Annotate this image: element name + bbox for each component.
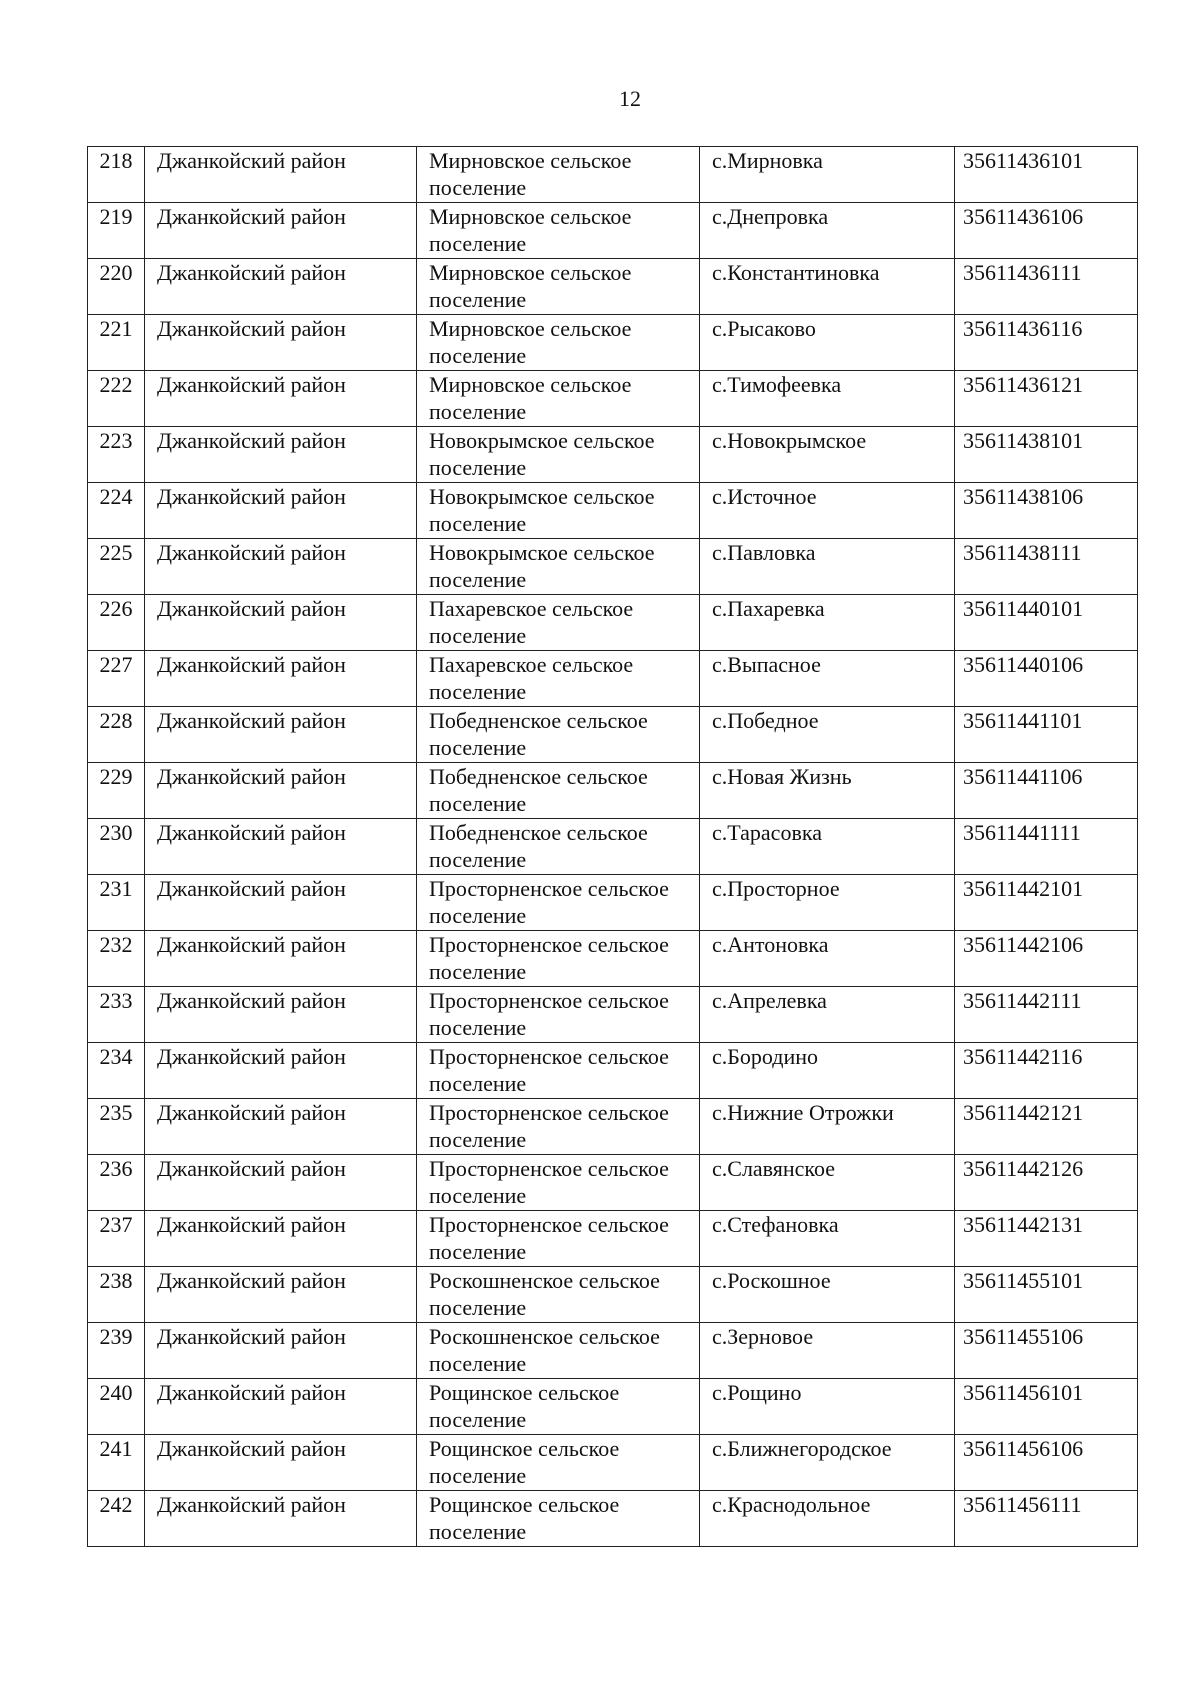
village-cell-text: с.Днепровка bbox=[712, 204, 829, 229]
table-row bbox=[88, 1043, 1138, 1099]
row-number-cell bbox=[88, 1155, 145, 1211]
settlement-cell-text: Мирновское сельское поселение bbox=[429, 204, 632, 256]
row-number-cell bbox=[88, 1043, 145, 1099]
village-cell bbox=[700, 1323, 955, 1379]
row-number-cell bbox=[88, 1267, 145, 1323]
code-cell-text: 35611442101 bbox=[963, 876, 1084, 901]
district-cell bbox=[145, 371, 417, 427]
settlement-cell-text: Просторненское сельское поселение bbox=[429, 876, 669, 928]
village-cell-text: с.Рысаково bbox=[712, 316, 816, 341]
code-cell bbox=[955, 763, 1138, 819]
district-cell bbox=[145, 259, 417, 315]
table-row bbox=[88, 987, 1138, 1043]
district-cell-text: Джанкойский район bbox=[157, 204, 346, 229]
village-cell-text: с.Стефановка bbox=[712, 1212, 839, 1237]
settlement-cell-text: Победненское сельское поселение bbox=[429, 820, 648, 872]
settlement-cell-text: Просторненское сельское поселение bbox=[429, 1156, 669, 1208]
code-cell bbox=[955, 427, 1138, 483]
code-cell-text: 35611438101 bbox=[963, 428, 1084, 453]
row-number-cell bbox=[88, 427, 145, 483]
row-number-cell-text: 222 bbox=[99, 372, 133, 397]
row-number-cell bbox=[88, 931, 145, 987]
table-row bbox=[88, 931, 1138, 987]
settlement-cell-text: Пахаревское сельское поселение bbox=[429, 652, 634, 704]
district-cell bbox=[145, 1155, 417, 1211]
district-cell-text: Джанкойский район bbox=[157, 708, 346, 733]
table-row bbox=[88, 1099, 1138, 1155]
table-row bbox=[88, 427, 1138, 483]
code-cell bbox=[955, 1379, 1138, 1435]
district-cell bbox=[145, 1043, 417, 1099]
row-number-cell-text: 225 bbox=[99, 540, 133, 565]
row-number-cell-text: 235 bbox=[99, 1100, 133, 1125]
district-cell-text: Джанкойский район bbox=[157, 1436, 346, 1461]
village-cell bbox=[700, 1099, 955, 1155]
row-number-cell-text: 237 bbox=[99, 1212, 133, 1237]
settlement-cell bbox=[417, 707, 700, 763]
table-row bbox=[88, 1323, 1138, 1379]
table-row bbox=[88, 203, 1138, 259]
district-cell bbox=[145, 707, 417, 763]
settlement-cell-text: Роскошненское сельское поселение bbox=[429, 1324, 660, 1376]
district-cell-text: Джанкойский район bbox=[157, 148, 346, 173]
code-cell bbox=[955, 371, 1138, 427]
row-number-cell-text: 241 bbox=[99, 1436, 133, 1461]
settlement-cell-text: Мирновское сельское поселение bbox=[429, 148, 632, 200]
row-number-cell-text: 234 bbox=[99, 1044, 133, 1069]
settlement-cell bbox=[417, 1323, 700, 1379]
code-cell-text: 35611442121 bbox=[963, 1100, 1084, 1125]
row-number-cell-text: 230 bbox=[99, 820, 133, 845]
row-number-cell bbox=[88, 987, 145, 1043]
table-row bbox=[88, 259, 1138, 315]
row-number-cell-text: 236 bbox=[99, 1156, 133, 1181]
row-number-cell bbox=[88, 1435, 145, 1491]
row-number-cell-text: 227 bbox=[99, 652, 133, 677]
settlement-cell-text: Мирновское сельское поселение bbox=[429, 372, 632, 424]
settlement-cell-text: Рощинское сельское поселение bbox=[429, 1436, 620, 1488]
district-cell-text: Джанкойский район bbox=[157, 1492, 346, 1517]
settlement-cell bbox=[417, 539, 700, 595]
district-cell-text: Джанкойский район bbox=[157, 1268, 346, 1293]
settlement-cell-text: Просторненское сельское поселение bbox=[429, 932, 669, 984]
row-number-cell bbox=[88, 875, 145, 931]
district-cell-text: Джанкойский район bbox=[157, 652, 346, 677]
row-number-cell-text: 231 bbox=[99, 876, 133, 901]
table-row bbox=[88, 875, 1138, 931]
district-cell-text: Джанкойский район bbox=[157, 876, 346, 901]
code-cell-text: 35611456101 bbox=[963, 1380, 1084, 1405]
code-cell-text: 35611442111 bbox=[963, 988, 1082, 1013]
row-number-cell bbox=[88, 1379, 145, 1435]
table-row bbox=[88, 147, 1138, 203]
district-cell-text: Джанкойский район bbox=[157, 1212, 346, 1237]
code-cell bbox=[955, 707, 1138, 763]
settlement-cell-text: Новокрымское сельское поселение bbox=[429, 428, 655, 480]
settlement-cell-text: Роскошненское сельское поселение bbox=[429, 1268, 660, 1320]
village-cell bbox=[700, 931, 955, 987]
code-cell-text: 35611436116 bbox=[963, 316, 1083, 341]
village-cell-text: с.Мирновка bbox=[712, 148, 823, 173]
row-number-cell-text: 238 bbox=[99, 1268, 133, 1293]
settlement-cell bbox=[417, 483, 700, 539]
settlement-cell bbox=[417, 987, 700, 1043]
district-cell-text: Джанкойский район bbox=[157, 428, 346, 453]
code-cell-text: 35611456111 bbox=[963, 1492, 1082, 1517]
code-cell bbox=[955, 875, 1138, 931]
settlement-cell bbox=[417, 763, 700, 819]
district-cell bbox=[145, 1379, 417, 1435]
district-cell-text: Джанкойский район bbox=[157, 932, 346, 957]
village-cell-text: с.Бородино bbox=[712, 1044, 819, 1069]
village-cell-text: с.Константиновка bbox=[712, 260, 880, 285]
district-cell bbox=[145, 763, 417, 819]
village-cell bbox=[700, 315, 955, 371]
row-number-cell-text: 226 bbox=[99, 596, 133, 621]
settlement-cell bbox=[417, 875, 700, 931]
settlement-cell-text: Просторненское сельское поселение bbox=[429, 988, 669, 1040]
district-cell bbox=[145, 987, 417, 1043]
code-cell bbox=[955, 651, 1138, 707]
settlement-cell-text: Просторненское сельское поселение bbox=[429, 1044, 669, 1096]
row-number-cell bbox=[88, 651, 145, 707]
settlement-cell bbox=[417, 819, 700, 875]
district-cell-text: Джанкойский район bbox=[157, 540, 346, 565]
district-cell-text: Джанкойский район bbox=[157, 1324, 346, 1349]
table-row bbox=[88, 371, 1138, 427]
settlement-cell-text: Мирновское сельское поселение bbox=[429, 260, 632, 312]
table-row bbox=[88, 651, 1138, 707]
code-cell-text: 35611438106 bbox=[963, 484, 1084, 509]
code-cell-text: 35611441101 bbox=[963, 708, 1083, 733]
row-number-cell bbox=[88, 819, 145, 875]
village-cell bbox=[700, 987, 955, 1043]
village-cell bbox=[700, 875, 955, 931]
village-cell bbox=[700, 203, 955, 259]
row-number-cell bbox=[88, 763, 145, 819]
district-cell-text: Джанкойский район bbox=[157, 1044, 346, 1069]
settlement-cell-text: Мирновское сельское поселение bbox=[429, 316, 632, 368]
settlement-cell-text: Новокрымское сельское поселение bbox=[429, 484, 655, 536]
settlement-cell-text: Пахаревское сельское поселение bbox=[429, 596, 634, 648]
table-row bbox=[88, 819, 1138, 875]
code-cell bbox=[955, 931, 1138, 987]
row-number-cell-text: 232 bbox=[99, 932, 133, 957]
village-cell-text: с.Пахаревка bbox=[712, 596, 825, 621]
code-cell bbox=[955, 1323, 1138, 1379]
row-number-cell-text: 229 bbox=[99, 764, 133, 789]
district-cell bbox=[145, 1211, 417, 1267]
village-cell bbox=[700, 147, 955, 203]
village-cell bbox=[700, 1267, 955, 1323]
settlement-cell bbox=[417, 931, 700, 987]
code-cell bbox=[955, 1267, 1138, 1323]
district-cell bbox=[145, 1267, 417, 1323]
code-cell-text: 35611438111 bbox=[963, 540, 1082, 565]
district-cell bbox=[145, 1323, 417, 1379]
village-cell-text: с.Просторное bbox=[712, 876, 840, 901]
village-cell-text: с.Источное bbox=[712, 484, 817, 509]
row-number-cell-text: 221 bbox=[99, 316, 133, 341]
village-cell-text: с.Нижние Отрожки bbox=[712, 1100, 894, 1125]
code-cell bbox=[955, 1435, 1138, 1491]
row-number-cell-text: 228 bbox=[99, 708, 133, 733]
village-cell-text: с.Зерновое bbox=[712, 1324, 814, 1349]
row-number-cell bbox=[88, 595, 145, 651]
code-cell-text: 35611442126 bbox=[963, 1156, 1084, 1181]
district-cell bbox=[145, 147, 417, 203]
settlement-cell bbox=[417, 1435, 700, 1491]
row-number-cell bbox=[88, 1211, 145, 1267]
village-cell-text: с.Новая Жизнь bbox=[712, 764, 852, 789]
settlements-table bbox=[87, 146, 1138, 1547]
village-cell-text: с.Победное bbox=[712, 708, 819, 733]
district-cell-text: Джанкойский район bbox=[157, 1380, 346, 1405]
code-cell-text: 35611455101 bbox=[963, 1268, 1084, 1293]
settlement-cell bbox=[417, 1491, 700, 1547]
row-number-cell bbox=[88, 259, 145, 315]
code-cell-text: 35611436121 bbox=[963, 372, 1084, 397]
village-cell bbox=[700, 1043, 955, 1099]
code-cell-text: 35611442131 bbox=[963, 1212, 1084, 1237]
row-number-cell bbox=[88, 539, 145, 595]
table-row bbox=[88, 1379, 1138, 1435]
village-cell bbox=[700, 1379, 955, 1435]
village-cell bbox=[700, 483, 955, 539]
district-cell-text: Джанкойский район bbox=[157, 260, 346, 285]
table-row bbox=[88, 315, 1138, 371]
district-cell bbox=[145, 875, 417, 931]
row-number-cell-text: 233 bbox=[99, 988, 133, 1013]
code-cell-text: 35611441111 bbox=[963, 820, 1081, 845]
district-cell bbox=[145, 315, 417, 371]
row-number-cell-text: 223 bbox=[99, 428, 133, 453]
code-cell bbox=[955, 1155, 1138, 1211]
settlement-cell bbox=[417, 1211, 700, 1267]
district-cell bbox=[145, 651, 417, 707]
code-cell bbox=[955, 819, 1138, 875]
code-cell bbox=[955, 987, 1138, 1043]
settlement-cell-text: Рощинское сельское поселение bbox=[429, 1492, 620, 1544]
village-cell-text: с.Тимофеевка bbox=[712, 372, 842, 397]
settlement-cell-text: Просторненское сельское поселение bbox=[429, 1212, 669, 1264]
table-row bbox=[88, 763, 1138, 819]
village-cell-text: с.Роскошное bbox=[712, 1268, 831, 1293]
settlement-cell bbox=[417, 1043, 700, 1099]
settlement-cell bbox=[417, 315, 700, 371]
village-cell bbox=[700, 707, 955, 763]
row-number-cell-text: 219 bbox=[99, 204, 133, 229]
row-number-cell bbox=[88, 203, 145, 259]
district-cell bbox=[145, 931, 417, 987]
village-cell bbox=[700, 1435, 955, 1491]
code-cell-text: 35611436101 bbox=[963, 148, 1084, 173]
district-cell-text: Джанкойский район bbox=[157, 820, 346, 845]
village-cell-text: с.Выпасное bbox=[712, 652, 821, 677]
code-cell-text: 35611442116 bbox=[963, 1044, 1083, 1069]
table-row bbox=[88, 539, 1138, 595]
village-cell bbox=[700, 1491, 955, 1547]
row-number-cell bbox=[88, 707, 145, 763]
settlement-cell bbox=[417, 651, 700, 707]
district-cell-text: Джанкойский район bbox=[157, 1156, 346, 1181]
village-cell-text: с.Павловка bbox=[712, 540, 816, 565]
table-row bbox=[88, 1211, 1138, 1267]
code-cell bbox=[955, 1099, 1138, 1155]
village-cell-text: с.Новокрымское bbox=[712, 428, 867, 453]
row-number-cell bbox=[88, 1099, 145, 1155]
district-cell bbox=[145, 1491, 417, 1547]
village-cell-text: с.Славянское bbox=[712, 1156, 836, 1181]
district-cell-text: Джанкойский район bbox=[157, 988, 346, 1013]
district-cell bbox=[145, 819, 417, 875]
table-row bbox=[88, 1155, 1138, 1211]
settlement-cell-text: Новокрымское сельское поселение bbox=[429, 540, 655, 592]
settlement-cell bbox=[417, 427, 700, 483]
code-cell-text: 35611440101 bbox=[963, 596, 1084, 621]
code-cell-text: 35611442106 bbox=[963, 932, 1084, 957]
district-cell-text: Джанкойский район bbox=[157, 764, 346, 789]
code-cell-text: 35611456106 bbox=[963, 1436, 1084, 1461]
village-cell-text: с.Краснодольное bbox=[712, 1492, 871, 1517]
village-cell bbox=[700, 1211, 955, 1267]
settlement-cell bbox=[417, 147, 700, 203]
village-cell bbox=[700, 259, 955, 315]
village-cell-text: с.Апрелевка bbox=[712, 988, 827, 1013]
code-cell bbox=[955, 1211, 1138, 1267]
village-cell bbox=[700, 763, 955, 819]
district-cell-text: Джанкойский район bbox=[157, 1100, 346, 1125]
district-cell bbox=[145, 483, 417, 539]
code-cell-text: 35611436106 bbox=[963, 204, 1084, 229]
code-cell bbox=[955, 539, 1138, 595]
settlement-cell bbox=[417, 1267, 700, 1323]
code-cell bbox=[955, 147, 1138, 203]
district-cell bbox=[145, 427, 417, 483]
settlement-cell-text: Рощинское сельское поселение bbox=[429, 1380, 620, 1432]
page-number: 12 bbox=[619, 86, 641, 111]
village-cell bbox=[700, 595, 955, 651]
district-cell-text: Джанкойский район bbox=[157, 484, 346, 509]
village-cell-text: с.Ближнегородское bbox=[712, 1436, 892, 1461]
row-number-cell bbox=[88, 315, 145, 371]
village-cell bbox=[700, 1155, 955, 1211]
district-cell bbox=[145, 1099, 417, 1155]
code-cell-text: 35611440106 bbox=[963, 652, 1084, 677]
district-cell bbox=[145, 595, 417, 651]
table-row bbox=[88, 595, 1138, 651]
code-cell bbox=[955, 1043, 1138, 1099]
row-number-cell-text: 218 bbox=[99, 148, 133, 173]
row-number-cell-text: 220 bbox=[99, 260, 133, 285]
village-cell bbox=[700, 651, 955, 707]
district-cell-text: Джанкойский район bbox=[157, 372, 346, 397]
row-number-cell bbox=[88, 1491, 145, 1547]
row-number-cell-text: 239 bbox=[99, 1324, 133, 1349]
code-cell bbox=[955, 595, 1138, 651]
table-body bbox=[88, 147, 1138, 1547]
code-cell-text: 35611455106 bbox=[963, 1324, 1084, 1349]
row-number-cell-text: 224 bbox=[99, 484, 133, 509]
district-cell bbox=[145, 1435, 417, 1491]
row-number-cell-text: 242 bbox=[99, 1492, 133, 1517]
village-cell-text: с.Тарасовка bbox=[712, 820, 822, 845]
village-cell bbox=[700, 539, 955, 595]
village-cell bbox=[700, 427, 955, 483]
row-number-cell bbox=[88, 1323, 145, 1379]
settlement-cell-text: Победненское сельское поселение bbox=[429, 764, 648, 816]
code-cell bbox=[955, 483, 1138, 539]
district-cell-text: Джанкойский район bbox=[157, 316, 346, 341]
village-cell bbox=[700, 819, 955, 875]
table-row bbox=[88, 1267, 1138, 1323]
settlement-cell-text: Победненское сельское поселение bbox=[429, 708, 648, 760]
code-cell-text: 35611441106 bbox=[963, 764, 1083, 789]
district-cell bbox=[145, 539, 417, 595]
district-cell bbox=[145, 203, 417, 259]
settlement-cell bbox=[417, 203, 700, 259]
settlement-cell bbox=[417, 259, 700, 315]
village-cell-text: с.Антоновка bbox=[712, 932, 829, 957]
village-cell-text: с.Рощино bbox=[712, 1380, 802, 1405]
settlement-cell bbox=[417, 1155, 700, 1211]
village-cell bbox=[700, 371, 955, 427]
row-number-cell-text: 240 bbox=[99, 1380, 133, 1405]
table-row bbox=[88, 1435, 1138, 1491]
table-row bbox=[88, 483, 1138, 539]
code-cell-text: 35611436111 bbox=[963, 260, 1082, 285]
table-row bbox=[88, 707, 1138, 763]
table-row bbox=[88, 1491, 1138, 1547]
settlement-cell-text: Просторненское сельское поселение bbox=[429, 1100, 669, 1152]
district-cell-text: Джанкойский район bbox=[157, 596, 346, 621]
code-cell bbox=[955, 203, 1138, 259]
row-number-cell bbox=[88, 371, 145, 427]
settlement-cell bbox=[417, 595, 700, 651]
code-cell bbox=[955, 1491, 1138, 1547]
row-number-cell bbox=[88, 147, 145, 203]
settlement-cell bbox=[417, 371, 700, 427]
code-cell bbox=[955, 259, 1138, 315]
row-number-cell bbox=[88, 483, 145, 539]
settlement-cell bbox=[417, 1099, 700, 1155]
code-cell bbox=[955, 315, 1138, 371]
settlement-cell bbox=[417, 1379, 700, 1435]
